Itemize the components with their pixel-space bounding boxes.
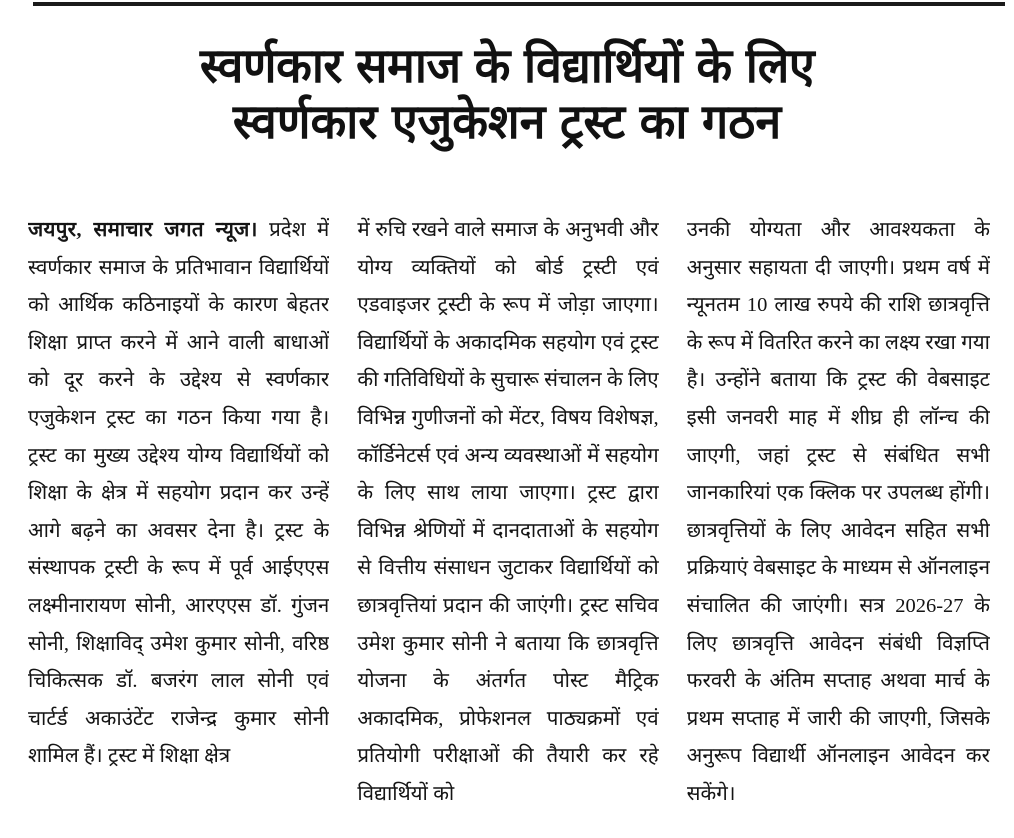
column-3-paragraph xyxy=(687,212,990,814)
article-body-columns xyxy=(28,212,990,834)
column-2-text: में रुचि रखने वाले समाज के अनुभवी और योग्य व्यक्तियों को बोर्ड ट्रस्टी एवं एडवाइजर ट्रस्टी के रूप में जोड़ा जाएगा। विद्यार्थियों के अकादमिक सहयोग एवं ट्रस्ट की गतिविधियों के सुचारू संचालन के लिए विभिन्न गुणीजनों को मेंटर, विषय विशेषज्ञ, कॉर्डिनेटर्स एवं अन्य व्यवस्थाओं में सहयोग के लिए साथ लाया जाएगा। ट्रस्ट द्वारा विभिन्न श्रेणियों में दानदाताओं के सहयोग से वित्तीय संसाधन जुटाकर विद्यार्थियों को छात्रवृत्तियां प्रदान की जाएंगी। ट्रस्ट सचिव उमेश कुमार सोनी ने बताया कि छात्रवृत्ति योजना के अंतर्गत पोस्ट मैट्रिक अकादमिक, प्रोफेशनल पाठ्यक्रमों एवं प्रतियोगी परीक्षाओं की तैयारी कर रहे विद्यार्थियों को xyxy=(357,219,659,805)
column-1-paragraph xyxy=(28,212,329,776)
article-column-3 xyxy=(687,212,990,834)
article-column-2 xyxy=(357,212,658,834)
headline-line-2: स्वर्णकार एजुकेशन ट्रस्ट का गठन xyxy=(232,94,782,151)
article-headline xyxy=(15,38,999,150)
article-column-1 xyxy=(28,212,329,834)
headline-line-1: स्वर्णकार समाज के विद्यार्थियों के लिए xyxy=(199,38,815,94)
article-dateline: जयपुर, समाचार जगत न्यूज। xyxy=(28,219,258,241)
column-3-text: उनकी योग्यता और आवश्यकता के अनुसार सहायता दी जाएगी। प्रथम वर्ष में न्यूनतम 10 लाख रुपये की राशि छात्रवृत्ति के रूप में वितरित करने का लक्ष्य रखा गया है। उन्होंने बताया कि ट्रस्ट की वेबसाइट इसी जनवरी माह में शीघ्र ही लॉन्च की जाएगी, जहां ट्रस्ट से संबंधित सभी जानकारियां एक क्लिक पर उपलब्ध होंगी। छात्रवृत्तियों के लिए आवेदन सहित सभी प्रक्रियाएं वेबसाइट के माध्यम से ऑनलाइन संचालित की जाएंगी। सत्र 2026-27 के लिए छात्रवृत्ति आवेदन संबंधी विज्ञप्ति फरवरी के अंतिम सप्ताह अथवा मार्च के प्रथम सप्ताह में जारी की जाएगी, जिसके अनुरूप विद्यार्थी ऑनलाइन आवेदन कर सकेंगे। xyxy=(686,219,990,805)
column-1-text: प्रदेश में स्वर्णकार समाज के प्रतिभावान विद्यार्थियों को आर्थिक कठिनाइयों के कारण बेहतर शिक्षा प्राप्त करने में आने वाली बाधाओं को दूर करने के उद्देश्य से स्वर्णकार एजुकेशन ट्रस्ट का गठन किया गया है। ट्रस्ट का मुख्य उद्देश्य योग्य विद्यार्थियों को शिक्षा के क्षेत्र में सहयोग प्रदान कर उन्हें आगे बढ़ने का अवसर देना है। ट्रस्ट के संस्थापक ट्रस्टी के रूप में पूर्व आईएएस लक्ष्मीनारायण सोनी, आरएएस डॉ. गुंजन सोनी, शिक्षाविद् उमेश कुमार सोनी, वरिष्ठ चिकित्सक डॉ. बजरंग लाल सोनी एवं चार्टर्ड अकाउंटेंट राजेन्द्र कुमार सोनी शामिल हैं। ट्रस्ट में शिक्षा क्षेत्र xyxy=(28,219,330,768)
column-2-paragraph xyxy=(357,212,658,814)
top-divider-rule xyxy=(33,2,1005,6)
